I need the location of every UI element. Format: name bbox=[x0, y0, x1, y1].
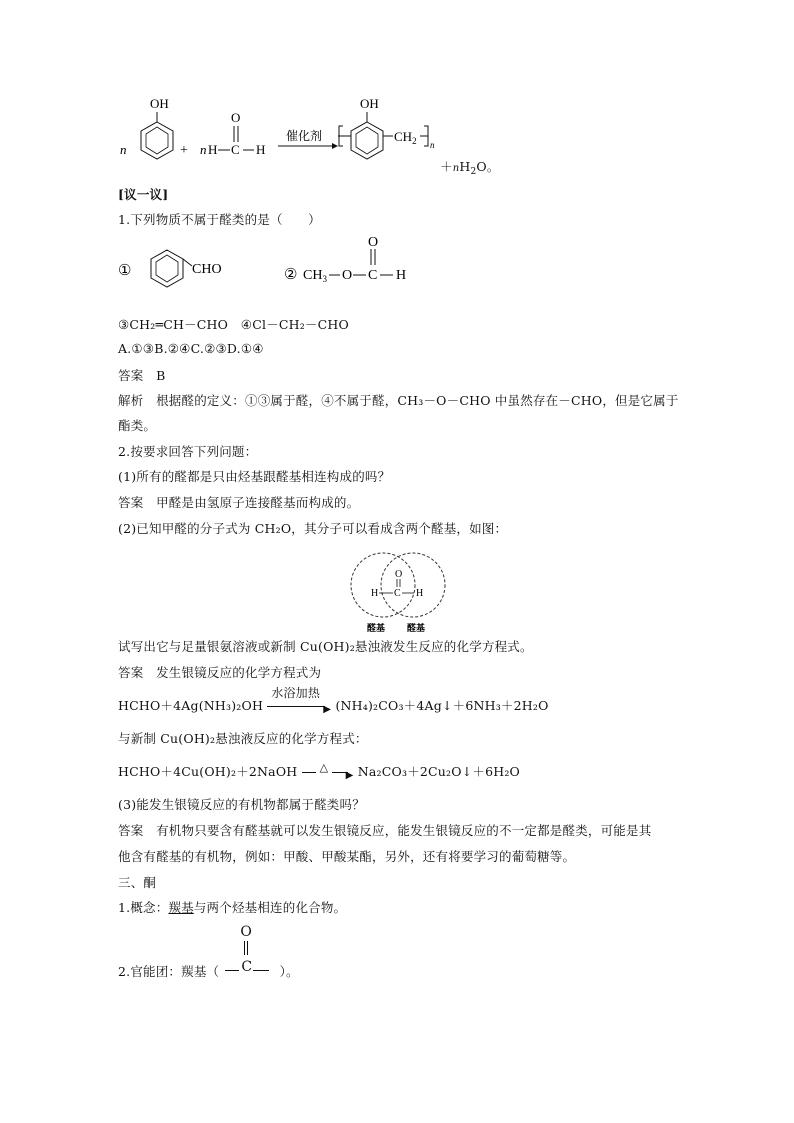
analysis-1b: 酯类。 bbox=[118, 418, 157, 433]
option-2-H: H bbox=[396, 268, 407, 283]
phenol-formaldehyde-reaction bbox=[110, 86, 490, 182]
diagram-H-left: H bbox=[371, 588, 379, 599]
question-2-2b: 试写出它与足量银氨溶液或新制 Cu(OH)₂悬浊液发生反应的化学方程式。 bbox=[118, 639, 533, 654]
ketone-functional-group: 2.官能团：羰基（ C O ）。 bbox=[118, 924, 299, 979]
option-2-number: ② bbox=[284, 267, 298, 283]
eq2-left: HCHO＋4Cu(OH)₂＋2NaOH bbox=[118, 764, 298, 779]
water-product: $+nH_2O$。 bbox=[440, 159, 500, 177]
question-2-2: (2)已知甲醛的分子式为 CH₂O，其分子可以看成含两个醛基，如图： bbox=[118, 521, 508, 536]
answer-2-2: 答案 发生银镜反应的化学方程式为 bbox=[118, 665, 322, 680]
eq2-condition: △ bbox=[319, 760, 329, 774]
options-3-4: ③CH₂═CH－CHO ④Cl－CH₂－CHO bbox=[118, 317, 349, 332]
answer-choices: A.①③B.②④C.②③D.①④ bbox=[118, 341, 264, 356]
eq1-condition: 水浴加热 bbox=[271, 685, 321, 700]
eq2-right: Na₂CO₃＋2Cu₂O↓＋6H₂O bbox=[357, 764, 521, 779]
analysis-1a: 解析 根据醛的定义：①③属于醛，④不属于醛，CH₃－O－CHO 中虽然存在－CHO，但是它属于 bbox=[118, 393, 679, 408]
polymer-ch2: $CH_2$ bbox=[394, 129, 417, 146]
option-1-cho: CHO bbox=[192, 262, 222, 277]
formaldehyde-O: O bbox=[231, 110, 241, 125]
catalyst-label: 催化剂 bbox=[286, 129, 323, 143]
diagram-O: O bbox=[395, 569, 403, 580]
plus-sign: + bbox=[180, 143, 188, 158]
equation-2 bbox=[118, 760, 521, 781]
question-1: 1.下列物质不属于醛类的是（ ） bbox=[118, 212, 321, 227]
formaldehyde-H-left: H bbox=[208, 142, 218, 157]
option-2-top-O: O bbox=[368, 235, 379, 250]
option-2-C: C bbox=[368, 268, 378, 283]
diagram-C: C bbox=[394, 588, 401, 599]
diagram-label-left: 醛基 bbox=[367, 623, 386, 633]
answer-2-3a: 答案 有机物只要含有醛基就可以发生银镜反应，能发生银镜反应的不一定都是醛类，可能是其 bbox=[118, 823, 652, 838]
question-2: 2.按要求回答下列问题： bbox=[118, 444, 258, 459]
option-structures bbox=[110, 232, 430, 304]
eq1-arrow: 水浴加热 ▶ bbox=[267, 700, 331, 714]
eq1-right: (NH₄)₂CO₃＋4Ag↓＋6NH₃＋2H₂O bbox=[335, 698, 549, 713]
question-2-3: (3)能发生银镜反应的有机物都属于醛类吗？ bbox=[118, 797, 365, 812]
diagram-label-right: 醛基 bbox=[407, 623, 426, 633]
option-1-number: ① bbox=[118, 263, 132, 279]
ketone-concept: 1.概念：羰基与两个烃基相连的化合物。 bbox=[118, 900, 347, 915]
option-2-ch3: $CH_3$ bbox=[303, 268, 327, 284]
diagram-H-right: H bbox=[416, 588, 424, 599]
formaldehyde-H-right: H bbox=[256, 142, 266, 157]
section-3-heading: 三、酮 bbox=[118, 875, 157, 890]
coef-n: n bbox=[120, 142, 127, 157]
n-prefix: n bbox=[200, 142, 207, 157]
eq1-left: HCHO＋4Ag(NH₃)₂OH bbox=[118, 698, 264, 713]
formaldehyde-C: C bbox=[231, 142, 240, 157]
polymer-oh: OH bbox=[360, 96, 379, 111]
question-2-1: (1)所有的醛都是只由烃基跟醛基相连构成的吗？ bbox=[118, 469, 391, 484]
phenol-oh: OH bbox=[150, 96, 169, 111]
carbonyl-term: 羰基 bbox=[168, 900, 194, 915]
answer-1: 答案 B bbox=[118, 368, 166, 383]
formaldehyde-diagram bbox=[343, 547, 455, 635]
cu-intro: 与新制 Cu(OH)₂悬浊液反应的化学方程式： bbox=[118, 731, 368, 746]
carbonyl-C: C bbox=[241, 959, 253, 975]
answer-2-1: 答案 甲醛是由氢原子连接醛基而构成的。 bbox=[118, 495, 360, 510]
option-2-O: O bbox=[342, 268, 353, 283]
carbonyl-O: O bbox=[240, 924, 253, 940]
eq2-arrow: △ ▶ bbox=[302, 766, 354, 780]
answer-2-3b: 他含有醛基的有机物，例如：甲酸、甲酸某酯，另外，还有将要学习的葡萄糖等。 bbox=[118, 849, 576, 864]
carbonyl-structure bbox=[223, 924, 275, 976]
equation-1 bbox=[118, 685, 549, 715]
polymer-n: n bbox=[430, 140, 435, 150]
discussion-header: [议一议] bbox=[118, 187, 169, 202]
